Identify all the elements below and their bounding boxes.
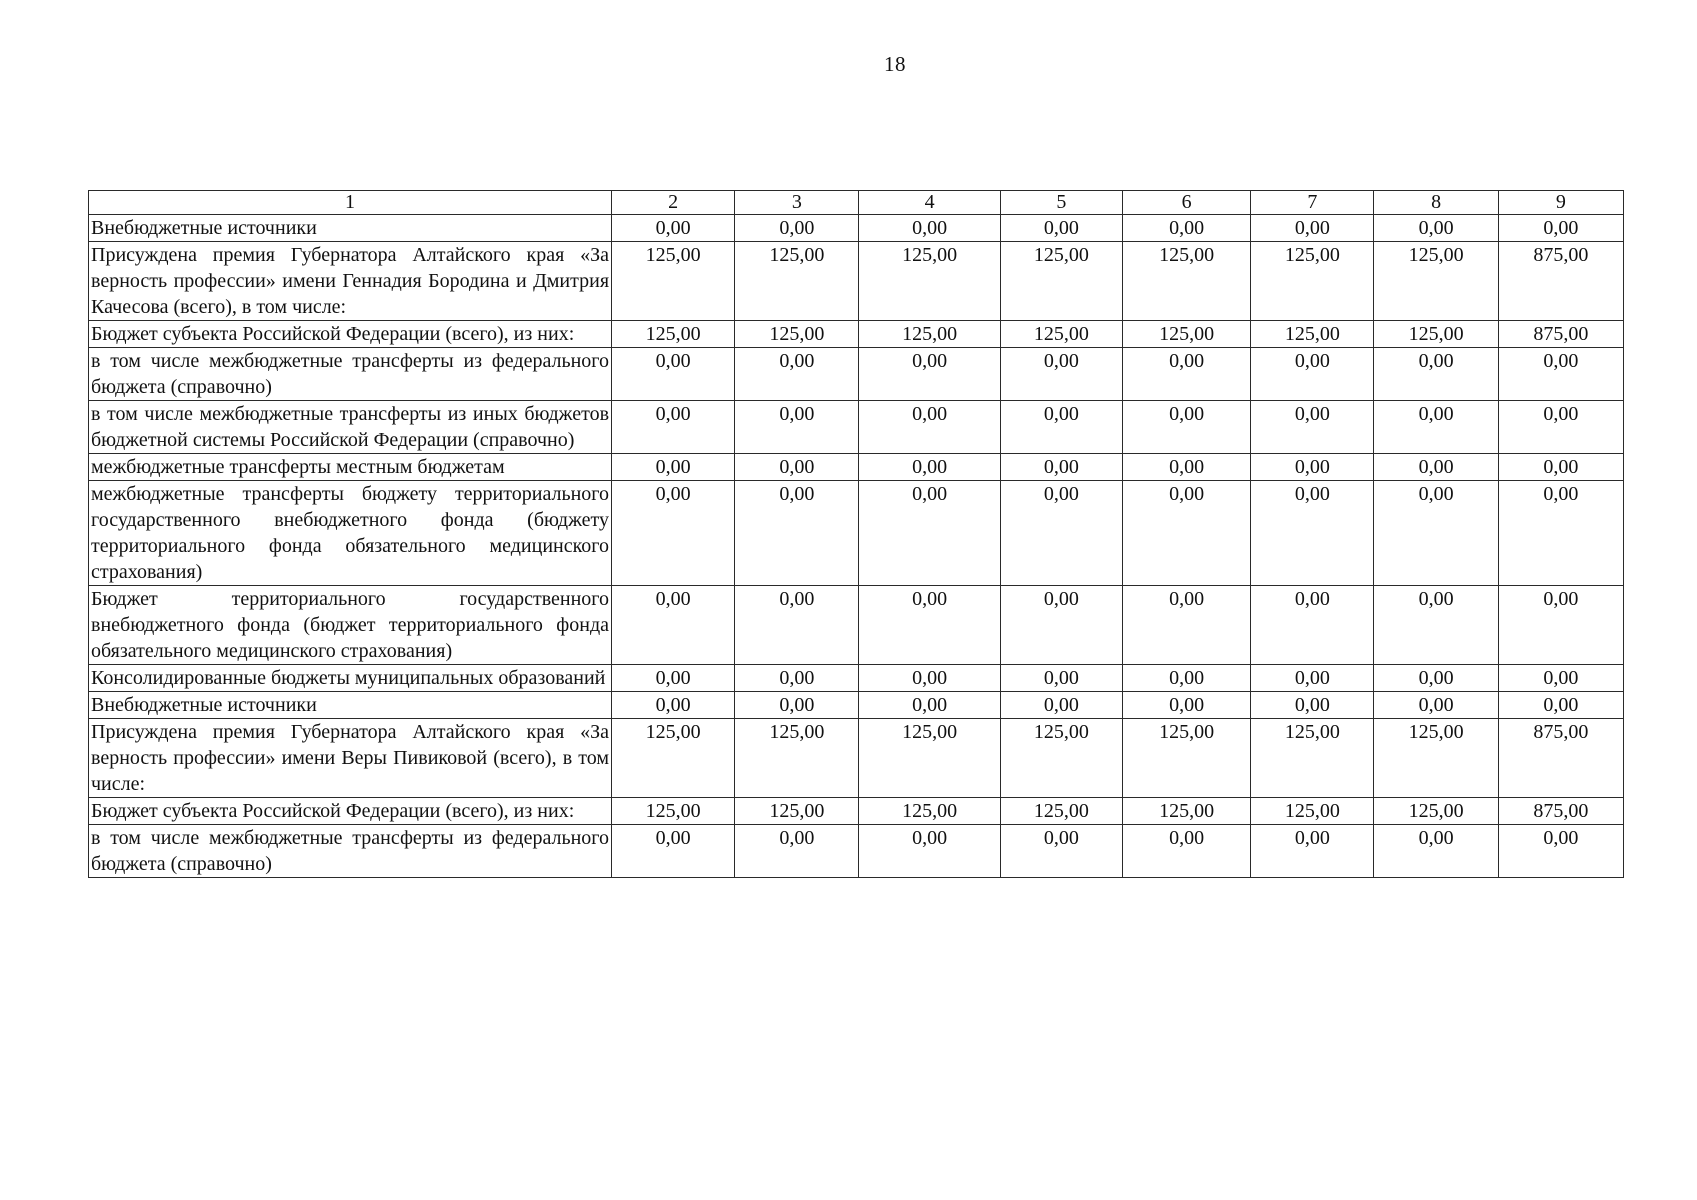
row-value-col-6: 0,00	[1122, 692, 1250, 719]
row-value-col-5: 0,00	[1000, 692, 1122, 719]
row-value-col-2: 0,00	[612, 692, 735, 719]
row-value-col-2: 0,00	[612, 401, 735, 454]
row-value-col-5: 125,00	[1000, 719, 1122, 798]
row-value-col-7: 0,00	[1251, 215, 1374, 242]
row-value-col-2: 0,00	[612, 348, 735, 401]
column-number-7: 7	[1251, 191, 1374, 215]
row-value-col-6: 0,00	[1122, 454, 1250, 481]
row-value-col-3: 0,00	[735, 665, 859, 692]
row-value-col-8: 0,00	[1374, 692, 1498, 719]
row-value-col-5: 0,00	[1000, 348, 1122, 401]
row-value-col-6: 0,00	[1122, 215, 1250, 242]
table-row	[89, 825, 1624, 878]
row-value-col-4: 125,00	[859, 798, 1000, 825]
table-row	[89, 401, 1624, 454]
row-value-col-5: 0,00	[1000, 215, 1122, 242]
row-label: в том числе межбюджетные трансферты из иных бюджетов бюджетной системы Российской Федерации (справочно)	[89, 401, 612, 454]
row-label: Бюджет субъекта Российской Федерации (всего), из них:	[89, 321, 612, 348]
row-value-col-6: 125,00	[1122, 719, 1250, 798]
row-label: Присуждена премия Губернатора Алтайского края «За верность профессии» имени Геннадия Бородина и Дмитрия Качесова (всего), в том числе:	[89, 242, 612, 321]
row-value-col-5: 0,00	[1000, 586, 1122, 665]
row-value-col-9: 875,00	[1498, 321, 1623, 348]
row-label: в том числе межбюджетные трансферты из федерального бюджета (справочно)	[89, 348, 612, 401]
row-value-col-5: 0,00	[1000, 401, 1122, 454]
row-value-col-9: 875,00	[1498, 719, 1623, 798]
row-value-col-5: 125,00	[1000, 321, 1122, 348]
row-value-col-7: 0,00	[1251, 454, 1374, 481]
row-value-col-8: 125,00	[1374, 719, 1498, 798]
row-value-col-7: 125,00	[1251, 321, 1374, 348]
row-value-col-4: 125,00	[859, 321, 1000, 348]
row-value-col-4: 125,00	[859, 242, 1000, 321]
row-value-col-7: 0,00	[1251, 692, 1374, 719]
row-value-col-6: 0,00	[1122, 825, 1250, 878]
row-value-col-2: 0,00	[612, 454, 735, 481]
row-value-col-5: 125,00	[1000, 798, 1122, 825]
row-value-col-8: 0,00	[1374, 665, 1498, 692]
row-value-col-4: 0,00	[859, 401, 1000, 454]
row-value-col-2: 125,00	[612, 242, 735, 321]
row-value-col-4: 0,00	[859, 215, 1000, 242]
row-value-col-6: 0,00	[1122, 401, 1250, 454]
row-value-col-3: 0,00	[735, 215, 859, 242]
row-value-col-6: 125,00	[1122, 798, 1250, 825]
table-row	[89, 215, 1624, 242]
column-number-3: 3	[735, 191, 859, 215]
row-label: Консолидированные бюджеты муниципальных образований	[89, 665, 612, 692]
table-row	[89, 719, 1624, 798]
row-value-col-3: 0,00	[735, 401, 859, 454]
column-number-4: 4	[859, 191, 1000, 215]
row-value-col-5: 0,00	[1000, 454, 1122, 481]
table-row	[89, 454, 1624, 481]
column-number-1: 1	[89, 191, 612, 215]
table-body	[89, 191, 1624, 878]
row-value-col-9: 0,00	[1498, 692, 1623, 719]
row-value-col-7: 0,00	[1251, 825, 1374, 878]
row-value-col-2: 0,00	[612, 825, 735, 878]
table-row	[89, 321, 1624, 348]
row-value-col-6: 0,00	[1122, 348, 1250, 401]
table-row	[89, 798, 1624, 825]
row-value-col-4: 0,00	[859, 348, 1000, 401]
table-row	[89, 348, 1624, 401]
row-value-col-2: 125,00	[612, 321, 735, 348]
row-value-col-8: 0,00	[1374, 215, 1498, 242]
row-label: Бюджет субъекта Российской Федерации (всего), из них:	[89, 798, 612, 825]
row-value-col-3: 0,00	[735, 348, 859, 401]
row-value-col-9: 875,00	[1498, 798, 1623, 825]
row-value-col-9: 0,00	[1498, 481, 1623, 586]
row-value-col-8: 125,00	[1374, 321, 1498, 348]
table-row	[89, 692, 1624, 719]
row-value-col-3: 0,00	[735, 481, 859, 586]
row-label: Внебюджетные источники	[89, 215, 612, 242]
row-value-col-8: 0,00	[1374, 454, 1498, 481]
row-value-col-9: 0,00	[1498, 401, 1623, 454]
row-value-col-3: 125,00	[735, 242, 859, 321]
row-value-col-8: 0,00	[1374, 825, 1498, 878]
row-value-col-3: 125,00	[735, 321, 859, 348]
row-value-col-6: 125,00	[1122, 321, 1250, 348]
row-value-col-8: 125,00	[1374, 798, 1498, 825]
page-number: 18	[884, 52, 906, 76]
row-value-col-9: 0,00	[1498, 665, 1623, 692]
row-value-col-6: 0,00	[1122, 481, 1250, 586]
column-number-9: 9	[1498, 191, 1623, 215]
row-value-col-7: 125,00	[1251, 242, 1374, 321]
row-value-col-9: 0,00	[1498, 348, 1623, 401]
row-value-col-5: 125,00	[1000, 242, 1122, 321]
row-label: в том числе межбюджетные трансферты из федерального бюджета (справочно)	[89, 825, 612, 878]
row-value-col-9: 0,00	[1498, 215, 1623, 242]
row-value-col-2: 0,00	[612, 215, 735, 242]
row-value-col-4: 0,00	[859, 481, 1000, 586]
table-header-row	[89, 191, 1624, 215]
row-value-col-4: 0,00	[859, 454, 1000, 481]
row-label: Бюджет территориального государственного внебюджетного фонда (бюджет территориального фонда обязательного медицинского страхования)	[89, 586, 612, 665]
row-value-col-4: 0,00	[859, 665, 1000, 692]
row-value-col-9: 0,00	[1498, 586, 1623, 665]
row-value-col-2: 125,00	[612, 719, 735, 798]
table-row	[89, 665, 1624, 692]
row-value-col-7: 0,00	[1251, 348, 1374, 401]
table-row	[89, 242, 1624, 321]
row-value-col-7: 125,00	[1251, 719, 1374, 798]
row-value-col-3: 125,00	[735, 719, 859, 798]
column-number-2: 2	[612, 191, 735, 215]
column-number-8: 8	[1374, 191, 1498, 215]
row-value-col-6: 0,00	[1122, 665, 1250, 692]
row-label: межбюджетные трансферты бюджету территориального государственного внебюджетного фонда (бюджету территориального фонда обязательного медицинского страхования)	[89, 481, 612, 586]
row-value-col-2: 0,00	[612, 586, 735, 665]
row-value-col-2: 0,00	[612, 481, 735, 586]
row-value-col-3: 0,00	[735, 586, 859, 665]
row-value-col-4: 0,00	[859, 825, 1000, 878]
row-value-col-8: 0,00	[1374, 401, 1498, 454]
row-label: Присуждена премия Губернатора Алтайского края «За верность профессии» имени Веры Пивиковой (всего), в том числе:	[89, 719, 612, 798]
row-value-col-8: 0,00	[1374, 348, 1498, 401]
row-value-col-8: 0,00	[1374, 586, 1498, 665]
row-value-col-6: 125,00	[1122, 242, 1250, 321]
row-value-col-7: 0,00	[1251, 586, 1374, 665]
row-value-col-2: 125,00	[612, 798, 735, 825]
row-value-col-7: 125,00	[1251, 798, 1374, 825]
row-value-col-8: 0,00	[1374, 481, 1498, 586]
row-value-col-8: 125,00	[1374, 242, 1498, 321]
row-value-col-7: 0,00	[1251, 665, 1374, 692]
row-value-col-9: 0,00	[1498, 454, 1623, 481]
row-value-col-2: 0,00	[612, 665, 735, 692]
row-value-col-3: 0,00	[735, 454, 859, 481]
row-label: межбюджетные трансферты местным бюджетам	[89, 454, 612, 481]
table-row	[89, 481, 1624, 586]
row-value-col-4: 0,00	[859, 692, 1000, 719]
row-label: Внебюджетные источники	[89, 692, 612, 719]
row-value-col-4: 125,00	[859, 719, 1000, 798]
row-value-col-7: 0,00	[1251, 401, 1374, 454]
row-value-col-3: 125,00	[735, 798, 859, 825]
row-value-col-5: 0,00	[1000, 665, 1122, 692]
row-value-col-7: 0,00	[1251, 481, 1374, 586]
table-row	[89, 586, 1624, 665]
row-value-col-3: 0,00	[735, 825, 859, 878]
column-number-5: 5	[1000, 191, 1122, 215]
row-value-col-3: 0,00	[735, 692, 859, 719]
row-value-col-6: 0,00	[1122, 586, 1250, 665]
row-value-col-4: 0,00	[859, 586, 1000, 665]
row-value-col-5: 0,00	[1000, 481, 1122, 586]
row-value-col-9: 0,00	[1498, 825, 1623, 878]
budget-table	[88, 190, 1624, 878]
row-value-col-9: 875,00	[1498, 242, 1623, 321]
column-number-6: 6	[1122, 191, 1250, 215]
row-value-col-5: 0,00	[1000, 825, 1122, 878]
